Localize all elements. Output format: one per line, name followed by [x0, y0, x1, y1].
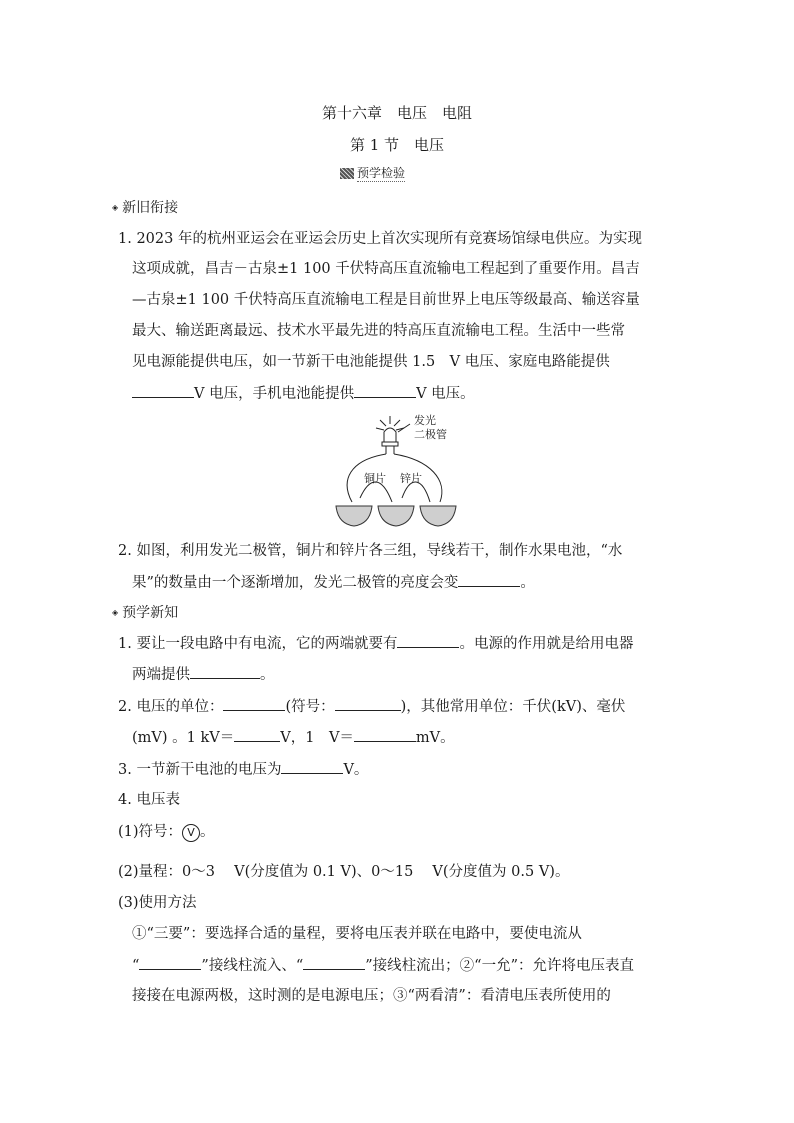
n4-symbol-end: 。: [200, 824, 215, 840]
copper-label: 铜片: [364, 472, 386, 485]
diamond-icon: ◈: [112, 202, 119, 212]
n1-text-d: 。: [260, 667, 275, 683]
q1-line6-text-b: V 电压。: [416, 386, 475, 402]
fruit-cups: [336, 506, 456, 526]
n4-usage: (3)使用方法: [118, 895, 197, 911]
wires: [347, 454, 442, 502]
fruit-battery-figure: [330, 410, 470, 532]
diamond-icon: ◈: [112, 607, 119, 617]
q1-line2: 这项成就，昌吉－古泉±1 100 千伏特高压直流输电工程起到了重要作用。昌吉: [132, 261, 640, 277]
q1-line6-text-a: V 电压，手机电池能提供: [194, 386, 355, 402]
led-label-2: 二极管: [414, 428, 447, 441]
q1-line5: 见电源能提供电压，如一节新干电池能提供 1.5 V 电压、家庭电路能提供: [132, 354, 610, 370]
badge-icon: [340, 168, 354, 179]
n4-p3: 接接在电源两极，这时测的是电源电压；③“两看清”：看清电压表所使用的: [132, 988, 611, 1004]
n1-text-c: 两端提供: [132, 667, 190, 683]
section-title: 第 1 节 电压: [349, 136, 445, 154]
q2-line2: [132, 572, 535, 593]
answer-blank[interactable]: [132, 383, 194, 398]
answer-blank[interactable]: [190, 664, 260, 679]
n1-text-b: 。电源的作用就是给用电器: [459, 636, 634, 652]
q1-line6: [132, 383, 475, 404]
preview-badge: [340, 164, 405, 182]
n4-p2-text-a: “: [132, 958, 140, 974]
n1-line1: [118, 633, 633, 654]
chapter-title: 第十六章 电压 电阻: [321, 104, 472, 122]
zinc-label: 锌片: [400, 472, 422, 485]
n4-p1: ①“三要”：要选择合适的量程，要将电压表并联在电路中，要使电流从: [132, 926, 582, 942]
q1-line4: 最大、输送距离最远、技术水平最先进的特高压直流输电工程。生活中一些常: [132, 323, 625, 339]
section-new-label: 预学新知: [122, 605, 179, 621]
q1-line3: —古泉±1 100 千伏特高压直流输电工程是目前世界上电压等级最高、输送容量: [132, 292, 640, 308]
n4-p2: [132, 955, 634, 976]
answer-blank[interactable]: [139, 955, 201, 970]
answer-blank[interactable]: [303, 955, 365, 970]
n2-text-c: )，其他常用单位：千伏(kV)、毫伏: [400, 699, 626, 715]
led-icon: [376, 416, 410, 454]
section-new: [112, 602, 178, 622]
n4-range: (2)量程：0～3 V(分度值为 0.1 V)、0～15 V(分度值为 0.5 V)。: [118, 864, 570, 880]
n4-p2-text-b: ”接线柱流入、“: [201, 958, 304, 974]
n4-title: 4. 电压表: [118, 792, 180, 808]
q2-line2-text-b: 。: [520, 575, 535, 591]
answer-blank[interactable]: [281, 759, 343, 774]
n2-line2: [132, 727, 455, 748]
n3-text-b: V。: [343, 762, 369, 778]
n4-symbol-line: [118, 822, 215, 842]
answer-blank[interactable]: [335, 696, 401, 711]
answer-blank[interactable]: [223, 696, 285, 711]
answer-blank[interactable]: [458, 572, 520, 587]
n2-text-d: (mV) 。1 kV＝: [132, 730, 235, 746]
section-review-label: 新旧衔接: [122, 200, 179, 216]
q2-line1: 2. 如图，利用发光二极管，铜片和锌片各三组，导线若干，制作水果电池，“水: [118, 543, 623, 559]
n1-line2: [132, 664, 275, 685]
voltmeter-symbol-icon: V: [182, 824, 200, 842]
answer-blank[interactable]: [354, 383, 416, 398]
q1-line1: 1. 2023 年的杭州亚运会在亚运会历史上首次实现所有竞赛场馆绿电供应。为实现: [118, 231, 642, 247]
n2-text-a: 2. 电压的单位：: [118, 699, 224, 715]
section-review: [112, 197, 178, 217]
n3-text-a: 3. 一节新干电池的电压为: [118, 762, 282, 778]
n2-text-b: (符号：: [285, 699, 335, 715]
n4-p2-text-c: ”接线柱流出；②“一允”：允许将电压表直: [365, 958, 634, 974]
n4-symbol-label: (1)符号：: [118, 824, 183, 840]
q2-line2-text-a: 果”的数量由一个逐渐增加，发光二极管的亮度会变: [132, 575, 459, 591]
answer-blank[interactable]: [397, 633, 459, 648]
n3-line1: [118, 759, 368, 780]
n2-text-e: V，1 V＝: [280, 730, 354, 746]
answer-blank[interactable]: [354, 727, 416, 742]
badge-label: 预学检验: [357, 166, 406, 180]
answer-blank[interactable]: [234, 727, 280, 742]
n1-text-a: 1. 要让一段电路中有电流，它的两端就要有: [118, 636, 398, 652]
led-label-1: 发光: [414, 414, 436, 427]
n2-line1: [118, 696, 625, 717]
n2-text-f: mV。: [415, 730, 455, 746]
